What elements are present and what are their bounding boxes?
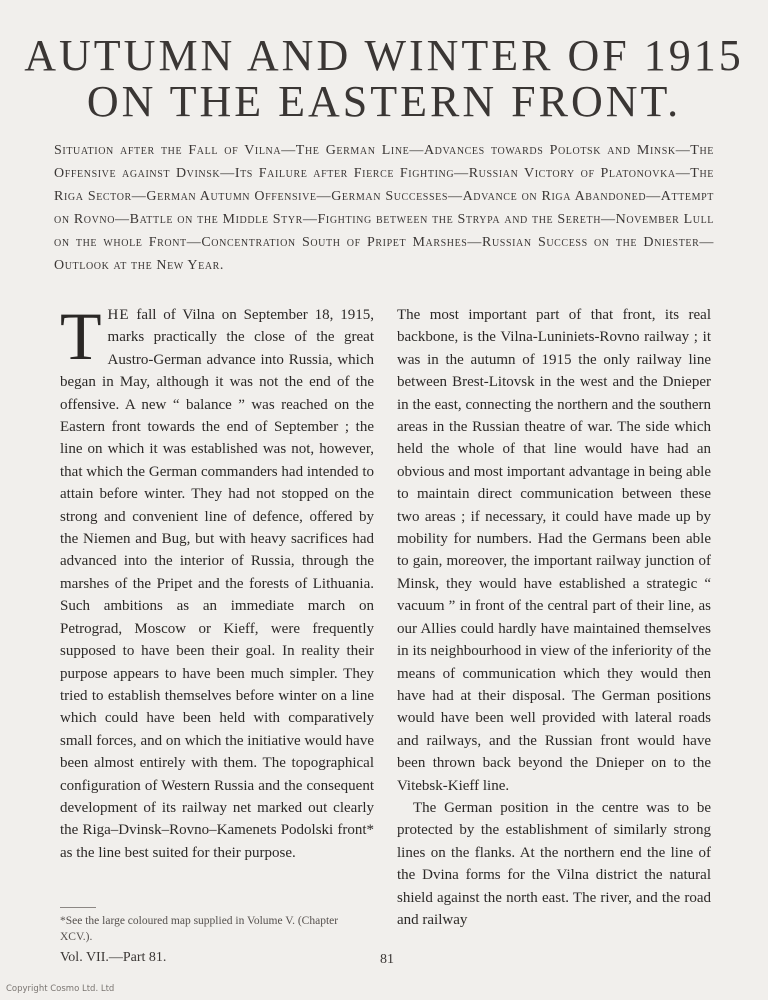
- volume-part-label: Vol. VII.—Part 81.: [60, 950, 167, 965]
- body-column-left: [60, 298, 374, 864]
- footnote-rule: [60, 907, 96, 908]
- body-text-left: fall of Vilna on September 18, 1915, marks practically the close of the great Austro-German advance into Russia, which began in May, although it was not the end of the offensive. A new “ balance ” was reached on the Eastern front towards the end of September ; the line on which it was established was not, however, that which the German commanders had intended to attain before winter. They had not stopped on the strong and convenient line of defence, offered by the Niemen and Bug, but with heavy sacrifices had advanced into the interior of Russia, through the marshes of the Pripet and the forests of Lithuania. Such ambitions as an immediate march on Petrograd, Moscow or Kieff, were frequently supposed to have been their goal. In reality their purpose appears to have been much simpler. They tried to establish themselves before winter on a line which could have been held with comparatively small forces, and on which the initiative would have been almost entirely with them. The topographical configuration of Western Russia and the consequent development of its railway net marked out clearly the Riga–Dvinsk–Rovno–Kamenets Podolski front* as the line best suited for their purpose.: [60, 307, 374, 861]
- title-line-1: AUTUMN AND WINTER OF 1915: [24, 31, 744, 80]
- body-paragraph-2: The most important part of that front, its real backbone, is the Vilna-Luniniets-Rovno railway ; it was in the autumn of 1915 the only railway line between Brest-Litovsk in the west and the Dnieper in the east, connecting the northern and the southern areas in the Russian theatre of war. The side which held the whole of that line would have had an obvious and most important advantage in being able to maintain direct communication between these two areas ; if necessary, it could have made up by mobility for numbers. Had the Germans been able to gain, moreover, the important railway junction of Minsk, they would have established a strategic “ vacuum ” in front of the central part of their line, as our Allies could hardly have maintained themselves in its neighbourhood in view of the inferiority of the means of communication which they would then have had at their disposal. The German positions would have been well provided with lateral roads and railways, and the Russian front would have been thrown back beyond the Dnieper on to the Vitebsk-Kieff line.: [397, 307, 711, 794]
- page-number: 81: [380, 952, 394, 967]
- drop-cap: T: [60, 298, 102, 374]
- copyright-watermark: Copyright Cosmo Ltd. Ltd: [6, 984, 115, 994]
- body-paragraph-1: [60, 298, 374, 864]
- footnote: *See the large coloured map supplied in Volume V. (Chapter XCV.).: [60, 915, 339, 943]
- body-paragraph-3: The German position in the centre was to be protected by the establishment of similarly strong lines on the flanks. At the northern end the line of the Dvina forms for the Vilna district the natural shield against the north east. The river, and the road and railway: [397, 799, 711, 928]
- chapter-summary: Situation after the Fall of Vilna—The German Line—Advances towards Polotsk and Minsk—The Offensive against Dvinsk—Its Failure after Fierce Fighting—Russian Victory of Platonovka—The Riga Sector—German Autumn Offensive—German Successes—Advance on Riga Abandoned—Attempt on Rovno—Battle on the Middle Styr—Fighting between the Strypa and the Sereth—November Lull on the whole Front—Concentration South of Pripet Marshes—Russian Success on the Dniester—Outlook at the New Year.: [54, 143, 714, 273]
- drop-cap-rest: HE: [107, 307, 130, 323]
- body-column-right: [397, 304, 711, 931]
- title-line-2: ON THE EASTERN FRONT.: [86, 77, 682, 126]
